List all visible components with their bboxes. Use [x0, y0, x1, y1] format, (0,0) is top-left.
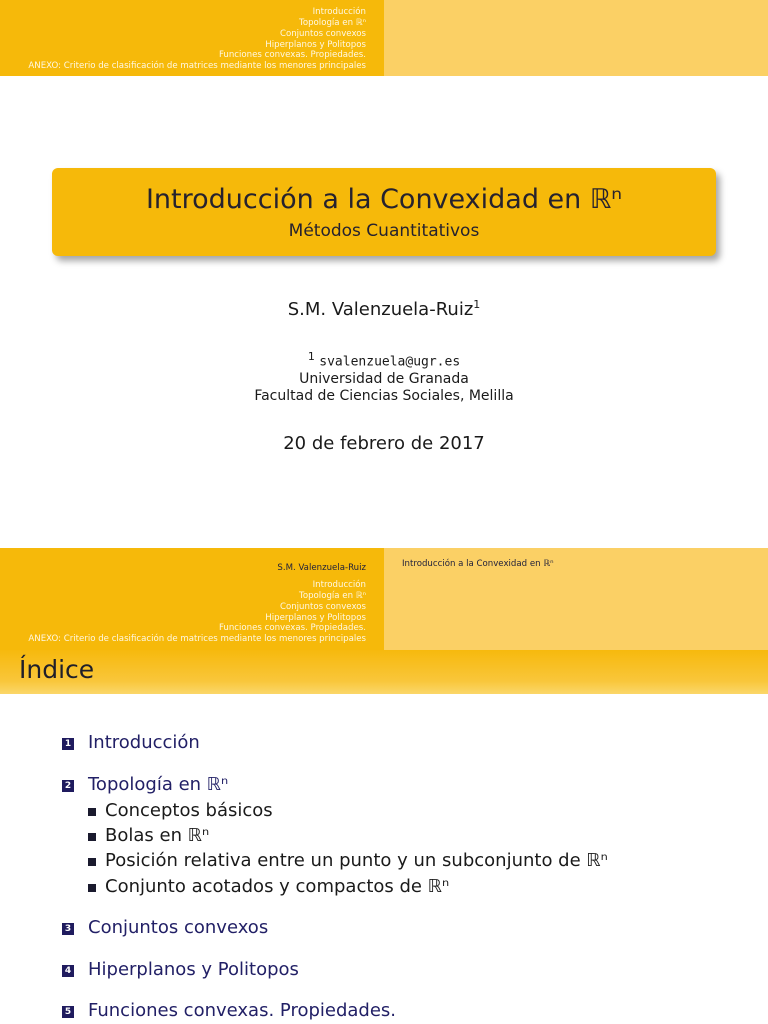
- presentation-subtitle: Métodos Cuantitativos: [288, 221, 480, 241]
- toc-number-badge: 2: [62, 780, 74, 792]
- toc-sublabel: Conjunto acotados y compactos de ℝⁿ: [105, 876, 450, 897]
- toc-item-hiperplanos[interactable]: [62, 959, 299, 980]
- nav-section-4[interactable]: Hiperplanos y Politopos: [265, 39, 366, 50]
- toc-number-badge: 5: [62, 1006, 74, 1018]
- toc-number-badge: 1: [62, 738, 74, 750]
- faculty: Facultad de Ciencias Sociales, Melilla: [254, 387, 514, 404]
- author-email[interactable]: svalenzuela@ugr.es: [319, 354, 461, 370]
- square-bullet-icon: [88, 858, 96, 866]
- frame-title: Índice: [19, 655, 95, 684]
- headline-bar: [0, 548, 768, 650]
- nav-presentation-title: Introducción a la Convexidad en ℝⁿ: [402, 559, 554, 569]
- nav-section-2[interactable]: Topología en ℝⁿ: [299, 18, 366, 29]
- toc-label: Topología en ℝⁿ: [88, 774, 229, 795]
- affiliation-block: [0, 348, 768, 405]
- toc-label: Hiperplanos y Politopos: [88, 959, 299, 980]
- frame-title-bar: [0, 650, 768, 694]
- title-box: [52, 168, 716, 256]
- headline-bar: [0, 0, 768, 76]
- toc-item-conjuntos-convexos[interactable]: [62, 917, 268, 938]
- presentation-title: Introducción a la Convexidad en ℝⁿ: [145, 184, 623, 215]
- headline-right-panel: [384, 548, 768, 650]
- toc-subitem-acotados-compactos[interactable]: [88, 876, 449, 897]
- toc-item-topologia[interactable]: [62, 774, 228, 795]
- nav-section-3[interactable]: Conjuntos convexos: [279, 601, 366, 612]
- nav-author: S.M. Valenzuela-Ruiz: [277, 563, 366, 574]
- section-navigation: [0, 548, 384, 650]
- toc-label: Conjuntos convexos: [88, 917, 269, 938]
- nav-section-6[interactable]: ANEXO: Criterio de clasificación de matrices mediante los menores principales: [28, 61, 366, 72]
- presentation-date: 20 de febrero de 2017: [283, 433, 485, 454]
- affiliation-mark: 1: [307, 350, 315, 363]
- nav-section-1[interactable]: Introducción: [312, 7, 366, 18]
- index-slide: [0, 548, 768, 1024]
- toc-subitem-bolas[interactable]: [88, 825, 209, 846]
- section-navigation: [0, 0, 384, 76]
- toc-item-introduccion[interactable]: [62, 732, 200, 753]
- nav-section-4[interactable]: Hiperplanos y Politopos: [265, 612, 366, 623]
- nav-section-1[interactable]: Introducción: [312, 580, 366, 591]
- author-name: S.M. Valenzuela-Ruiz: [287, 299, 474, 320]
- nav-section-5[interactable]: Funciones convexas. Propiedades.: [218, 623, 366, 634]
- nav-section-3[interactable]: Conjuntos convexos: [279, 28, 366, 39]
- toc-sublabel: Conceptos básicos: [105, 800, 273, 821]
- nav-section-5[interactable]: Funciones convexas. Propiedades.: [218, 50, 366, 61]
- toc-number-badge: 4: [62, 965, 74, 977]
- toc-subitem-conceptos-basicos[interactable]: [88, 800, 273, 821]
- headline-right-panel: [384, 0, 768, 76]
- toc-item-funciones-convexas[interactable]: [62, 1000, 396, 1021]
- toc-sublabel: Posición relativa entre un punto y un subconjunto de ℝⁿ: [105, 850, 608, 871]
- nav-section-2[interactable]: Topología en ℝⁿ: [299, 591, 366, 602]
- author-block: [0, 298, 768, 320]
- toc-subitem-posicion-relativa[interactable]: [88, 850, 608, 871]
- square-bullet-icon: [88, 808, 96, 816]
- nav-section-6[interactable]: ANEXO: Criterio de clasificación de matrices mediante los menores principales: [28, 634, 366, 645]
- university: Universidad de Granada: [299, 370, 469, 387]
- toc-sublabel: Bolas en ℝⁿ: [105, 825, 210, 846]
- square-bullet-icon: [88, 833, 96, 841]
- square-bullet-icon: [88, 884, 96, 892]
- toc-label: Introducción: [88, 732, 200, 753]
- toc-label: Funciones convexas. Propiedades.: [88, 1000, 397, 1021]
- toc-number-badge: 3: [62, 923, 74, 935]
- author-footnote-mark: 1: [473, 298, 481, 311]
